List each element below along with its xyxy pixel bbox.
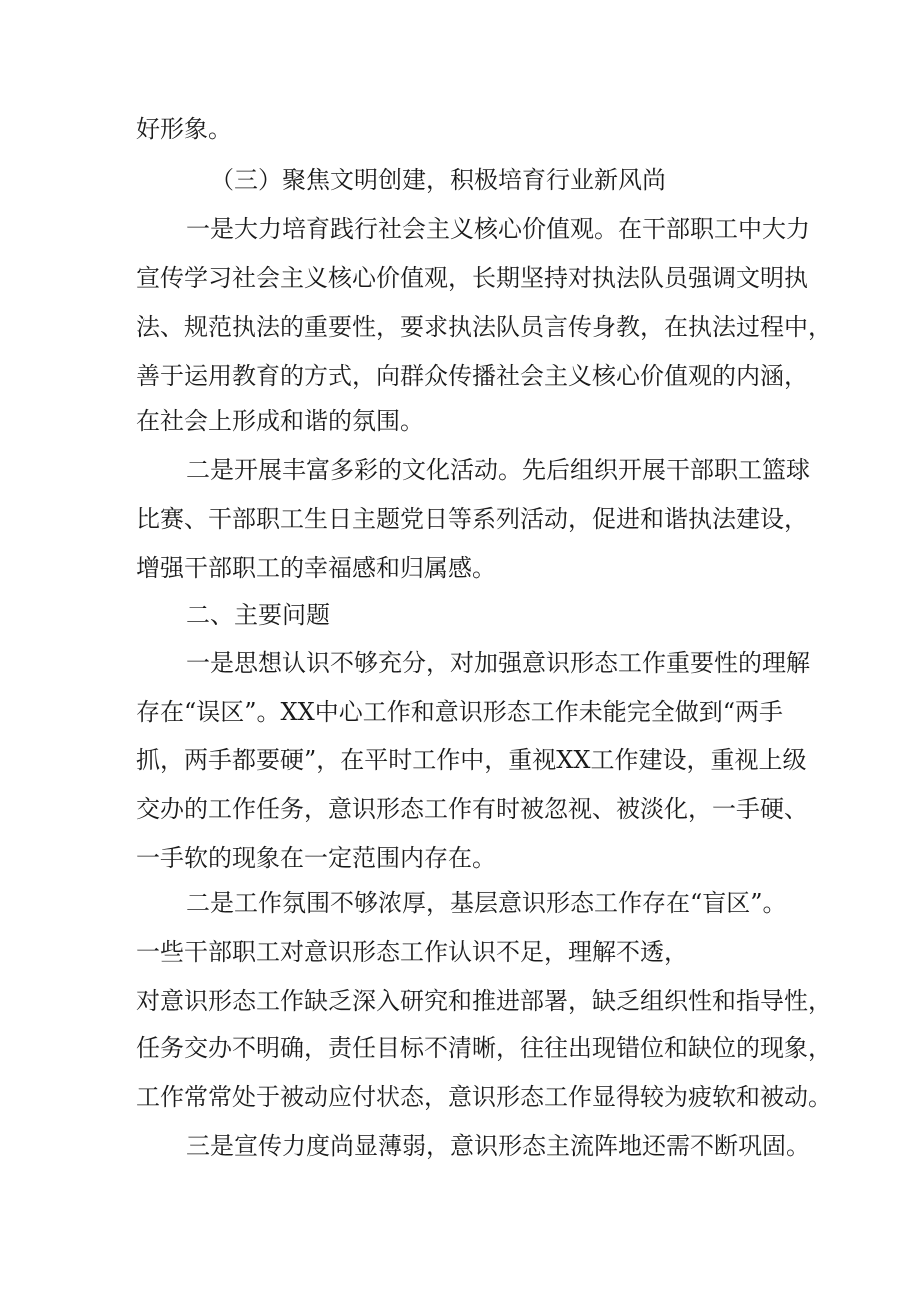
text-line: 法、规范执法的重要性，要求执法队员言传身教，在执法过程中， <box>136 313 832 341</box>
section-heading: （三）聚焦文明创建，积极培育行业新风尚 <box>210 166 666 194</box>
section-heading: 二、主要问题 <box>186 601 330 629</box>
text-line: 三是宣传力度尚显薄弱，意识形态主流阵地还需不断巩固。 <box>186 1132 810 1160</box>
text-line: 在社会上形成和谐的氛围。 <box>136 407 424 435</box>
text-line: 一手软的现象在一定范围内存在。 <box>136 844 496 872</box>
text-line: 一些干部职工对意识形态工作认识不足，理解不透， <box>136 938 688 966</box>
text-line: 抓，两手都要硬”，在平时工作中，重视XX工作建设，重视上级 <box>136 746 807 774</box>
text-line: 一是思想认识不够充分，对加强意识形态工作重要性的理解 <box>186 649 810 677</box>
text-line: 比赛、干部职工生日主题党日等系列活动，促进和谐执法建设， <box>136 505 808 533</box>
text-line: 好形象。 <box>136 115 232 143</box>
text-line: 善于运用教育的方式，向群众传播社会主义核心价值观的内涵， <box>136 362 808 390</box>
text-line: 二是开展丰富多彩的文化活动。先后组织开展干部职工篮球 <box>186 456 810 484</box>
text-line: 增强干部职工的幸福感和归属感。 <box>136 554 496 582</box>
text-line: 一是大力培育践行社会主义核心价值观。在干部职工中大力 <box>186 215 810 243</box>
text-line: 对意识形态工作缺乏深入研究和推进部署，缺乏组织性和指导性， <box>136 987 832 1015</box>
text-line: 任务交办不明确，责任目标不清晰，往往出现错位和缺位的现象， <box>136 1034 832 1062</box>
text-line: 交办的工作任务，意识形态工作有时被忽视、被淡化，一手硬、 <box>136 795 808 823</box>
text-line: 工作常常处于被动应付状态，意识形态工作显得较为疲软和被动。 <box>136 1083 832 1111</box>
text-line: 二是工作氛围不够浓厚，基层意识形态工作存在“盲区”。 <box>186 889 787 917</box>
text-line: 宣传学习社会主义核心价值观，长期坚持对执法队员强调文明执 <box>136 264 808 292</box>
text-line: 存在“误区”。XX中心工作和意识形态工作未能完全做到“两手 <box>136 698 783 726</box>
